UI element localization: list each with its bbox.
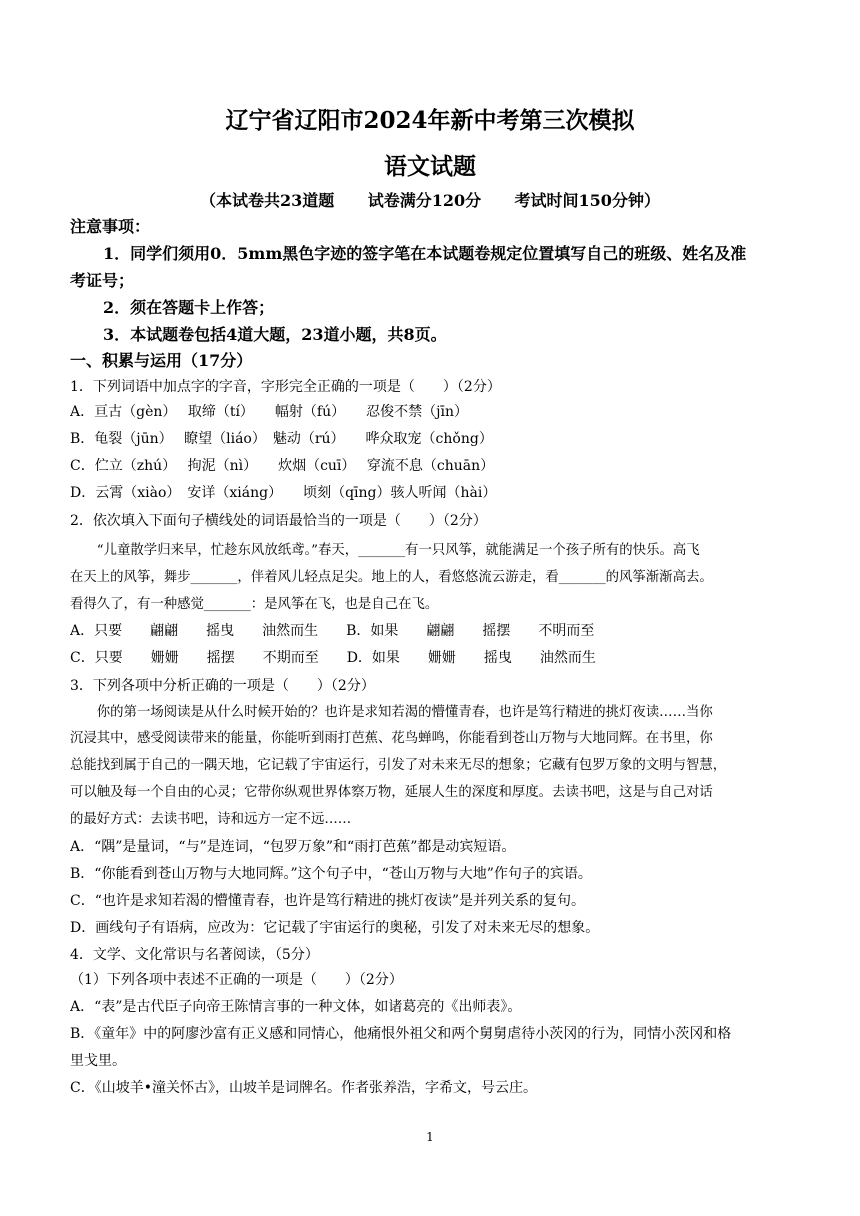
section-1-heading: 一、积累与运用（17分） bbox=[70, 351, 253, 370]
q4-option-b-line-1: B．《童年》中的阿廖沙富有正义感和同情心，他痛恨外祖父和两个舅舅虐待小茨冈的行为，同情小茨冈和格 bbox=[70, 1026, 732, 1042]
notice-item-2: 2．须在答题卡上作答； bbox=[103, 298, 275, 317]
q3-passage-line-3: 总能找到属于自己的一隅天地，它记载了宇宙运行，引发了对未来无尽的想象；它藏有包罗万象的文明与智慧， bbox=[70, 758, 727, 773]
q1-option-b: B．龟裂（jūn） 瞭望（liáo） 魅动（rú） 哗众取宠（chǒng） bbox=[70, 431, 493, 447]
q4-stem: 4．文学、文化常识与名著阅读，（5分） bbox=[70, 947, 319, 963]
q3-option-c: C．“也许是求知若渴的懵懂青春，也许是笃行精进的挑灯夜读”是并列关系的复句。 bbox=[70, 893, 586, 909]
notice-heading: 注意事项： bbox=[70, 217, 151, 236]
q3-option-d: D．画线句子有语病，应改为：它记载了宇宙运行的奥秘，引发了对未来无尽的想象。 bbox=[70, 920, 600, 936]
q2-passage-line-1: “儿童散学归来早，忙趁东风放纸鸢。”春天，_______有一只风筝，就能满足一个孩子所有的快乐。高飞 bbox=[70, 543, 700, 558]
q1-stem: 1．下列词语中加点字的字音，字形完全正确的一项是（ ）（2分） bbox=[70, 379, 501, 395]
q4-option-a: A．“表”是古代臣子向帝王陈情言事的一种文体，如诸葛亮的《出师表》。 bbox=[70, 999, 522, 1015]
q1-option-a: A．亘古（gèn） 取缔（tí） 幅射（fú） 忍俊不禁（jīn） bbox=[70, 404, 468, 420]
q2-passage-line-3: 看得久了，有一种感觉_______：是风筝在飞，也是自己在飞。 bbox=[70, 597, 439, 612]
q2-passage-line-2: 在天上的风筝，舞步_______，伴着风儿轻点足尖。地上的人，看悠悠流云游走，看_______的风筝渐渐高去。 bbox=[70, 570, 713, 585]
q4-sub1-stem: （1）下列各项中表述不正确的一项是（ ）（2分） bbox=[70, 972, 403, 988]
q1-option-c: C．伫立（zhú） 拘泥（nì） 炊烟（cuī） 穿流不息（chuān） bbox=[70, 458, 495, 474]
q3-option-b: B．“你能看到苍山万物与大地同辉。”这个句子中，“苍山万物与大地”作句子的宾语。 bbox=[70, 866, 592, 882]
q3-stem: 3．下列各项中分析正确的一项是（ ）（2分） bbox=[70, 678, 375, 694]
q3-option-a: A．“隅”是量词，“与”是连词，“包罗万象”和“雨打芭蕉”都是动宾短语。 bbox=[70, 839, 516, 855]
q3-passage-line-1: 你的第一场阅读是从什么时候开始的？也许是求知若渴的懵懂青春，也许是笃行精进的挑灯夜读……当你 bbox=[70, 705, 713, 720]
notice-item-1b: 考证号； bbox=[70, 271, 135, 290]
q3-passage-line-2: 沉浸其中，感受阅读带来的能量，你能听到雨打芭蕉、花鸟蝉鸣，你能看到苍山万物与大地同辉。在书里，你 bbox=[70, 731, 713, 746]
q2-options-ab: A．只要 翩翩 摇曳 油然而生 B．如果 翩翩 摇摆 不明而至 bbox=[70, 623, 595, 639]
page-number: 1 bbox=[426, 1130, 434, 1144]
q3-passage-line-5: 的最好方式：去读书吧，诗和远方一定不远…… bbox=[70, 812, 352, 827]
exam-subtitle: 语文试题 bbox=[384, 153, 476, 180]
q4-option-c: C．《山坡羊•潼关怀古》，山坡羊是词牌名。作者张养浩，字希文，号云庄。 bbox=[70, 1080, 537, 1096]
exam-info: （本试卷共23道题 试卷满分120分 考试时间150分钟） bbox=[200, 191, 660, 210]
q4-option-b-line-2: 里戈里。 bbox=[70, 1053, 126, 1069]
exam-title: 辽宁省辽阳市2024年新中考第三次模拟 bbox=[225, 107, 635, 134]
q2-stem: 2．依次填入下面句子横线处的词语最恰当的一项是（ ）（2分） bbox=[70, 513, 487, 529]
notice-item-3: 3．本试题卷包括4道大题，23道小题，共8页。 bbox=[103, 325, 447, 344]
q2-options-cd: C．只要 姗姗 摇摆 不期而至 D．如果 姗姗 摇曳 油然而生 bbox=[70, 650, 596, 666]
notice-item-1a: 1．同学们须用0．5mm黑色字迹的签字笔在本试题卷规定位置填写自己的班级、姓名及准 bbox=[103, 244, 747, 263]
q1-option-d: D．云霄（xiào） 安详（xiáng） 顷刻（qīng）骇人听闻（hài） bbox=[70, 485, 497, 501]
q3-passage-line-4: 可以触及每一个自由的心灵；它带你纵观世界体察万物，延展人生的深度和厚度。去读书吧，这是与自己对话 bbox=[70, 785, 713, 800]
